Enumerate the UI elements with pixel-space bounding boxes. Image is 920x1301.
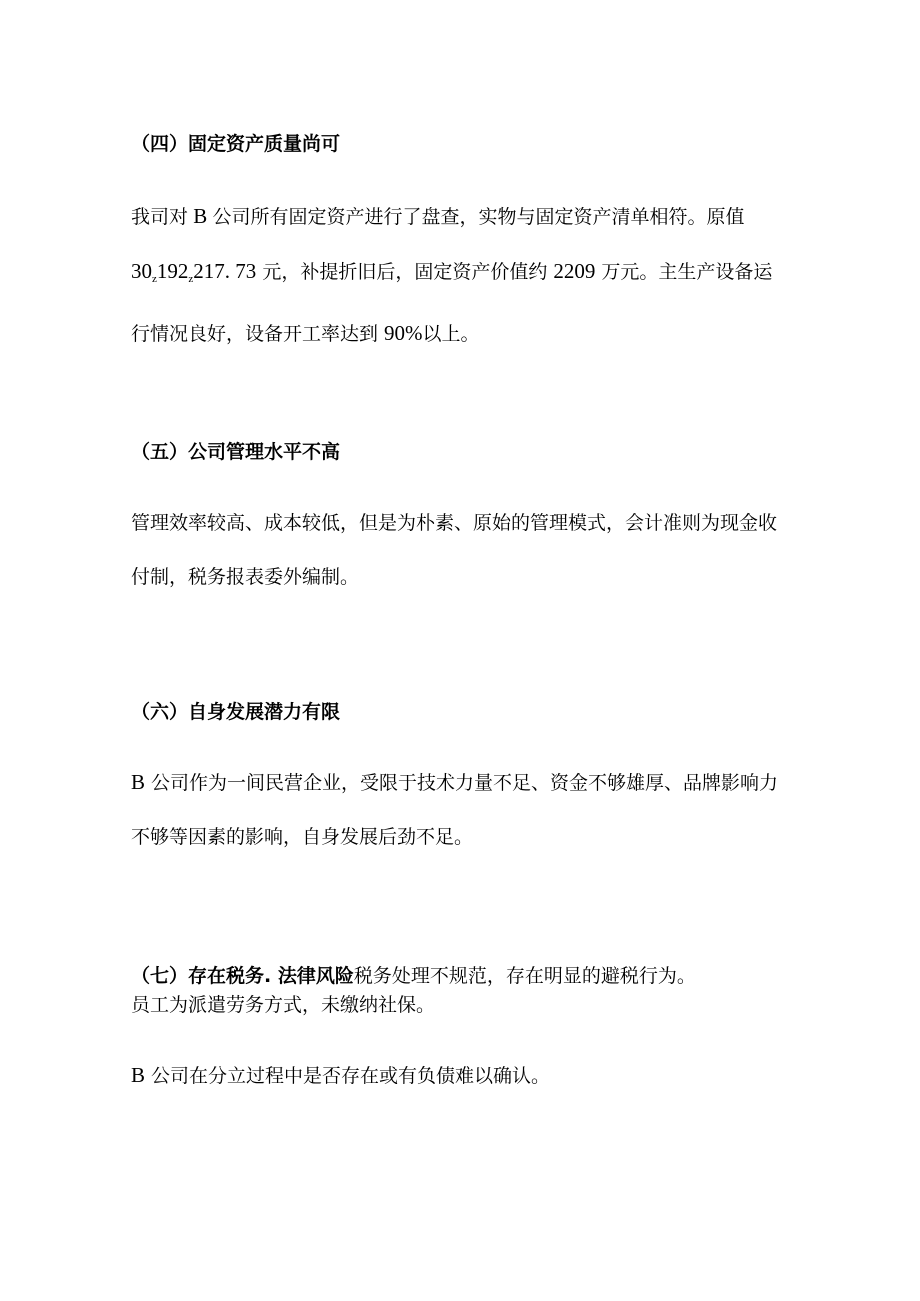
- section-4-paragraph: [131, 189, 791, 361]
- text-span: B: [131, 770, 146, 794]
- number-span: 30: [131, 259, 152, 283]
- text-span: 我司对: [131, 206, 189, 228]
- section-4-heading: （四）固定资产质量尚可: [131, 133, 341, 155]
- text-span: B: [131, 1063, 146, 1087]
- section-7-heading-bold: （七）存在税务. 法律风险: [131, 965, 354, 987]
- subscript-span: z: [152, 273, 157, 285]
- text-span: B: [188, 204, 213, 228]
- section-7-line-3: [131, 1063, 550, 1088]
- section-5-paragraph: 管理效率较高、成本较低，但是为朴素、原始的管理模式，会计准则为现金收付制，税务报表委外编制。: [131, 512, 778, 588]
- text-span: 公司在分立过程中是否存在或有负债难以确认。: [145, 1065, 551, 1087]
- text-span: 公司所有固定资产进行了盘查，实物与固定资产清单相符。原值: [212, 206, 745, 228]
- text-span: 万元。主生产设备运行情况良好，设备开工率达到: [131, 261, 773, 345]
- section-6-heading: （六）自身发展潜力有限: [131, 701, 341, 723]
- section-7-heading-rest: 税务处理不规范，存在明显的避税行为。: [353, 965, 696, 987]
- number-span: 217. 73: [193, 259, 257, 283]
- number-span: 2209: [553, 259, 596, 283]
- section-6-paragraph: [131, 755, 791, 864]
- section-7-heading: [131, 964, 696, 988]
- subscript-span: z: [188, 273, 194, 285]
- section-7-line-2: 员工为派遣劳务方式，未缴纳社保。: [131, 994, 436, 1016]
- section-5-heading: （五）公司管理水平不高: [131, 441, 341, 463]
- text-span: 公司作为一间民营企业，受限于技术力量不足、资金不够雄厚、品牌影响力不够等因素的影响，自身发展后劲不足。: [131, 772, 779, 848]
- number-span: 90%: [384, 321, 423, 345]
- text-span: 元，补提折旧后，固定资产价值约: [256, 261, 554, 283]
- text-span: 以上。: [422, 323, 480, 345]
- number-span: 192: [156, 259, 189, 283]
